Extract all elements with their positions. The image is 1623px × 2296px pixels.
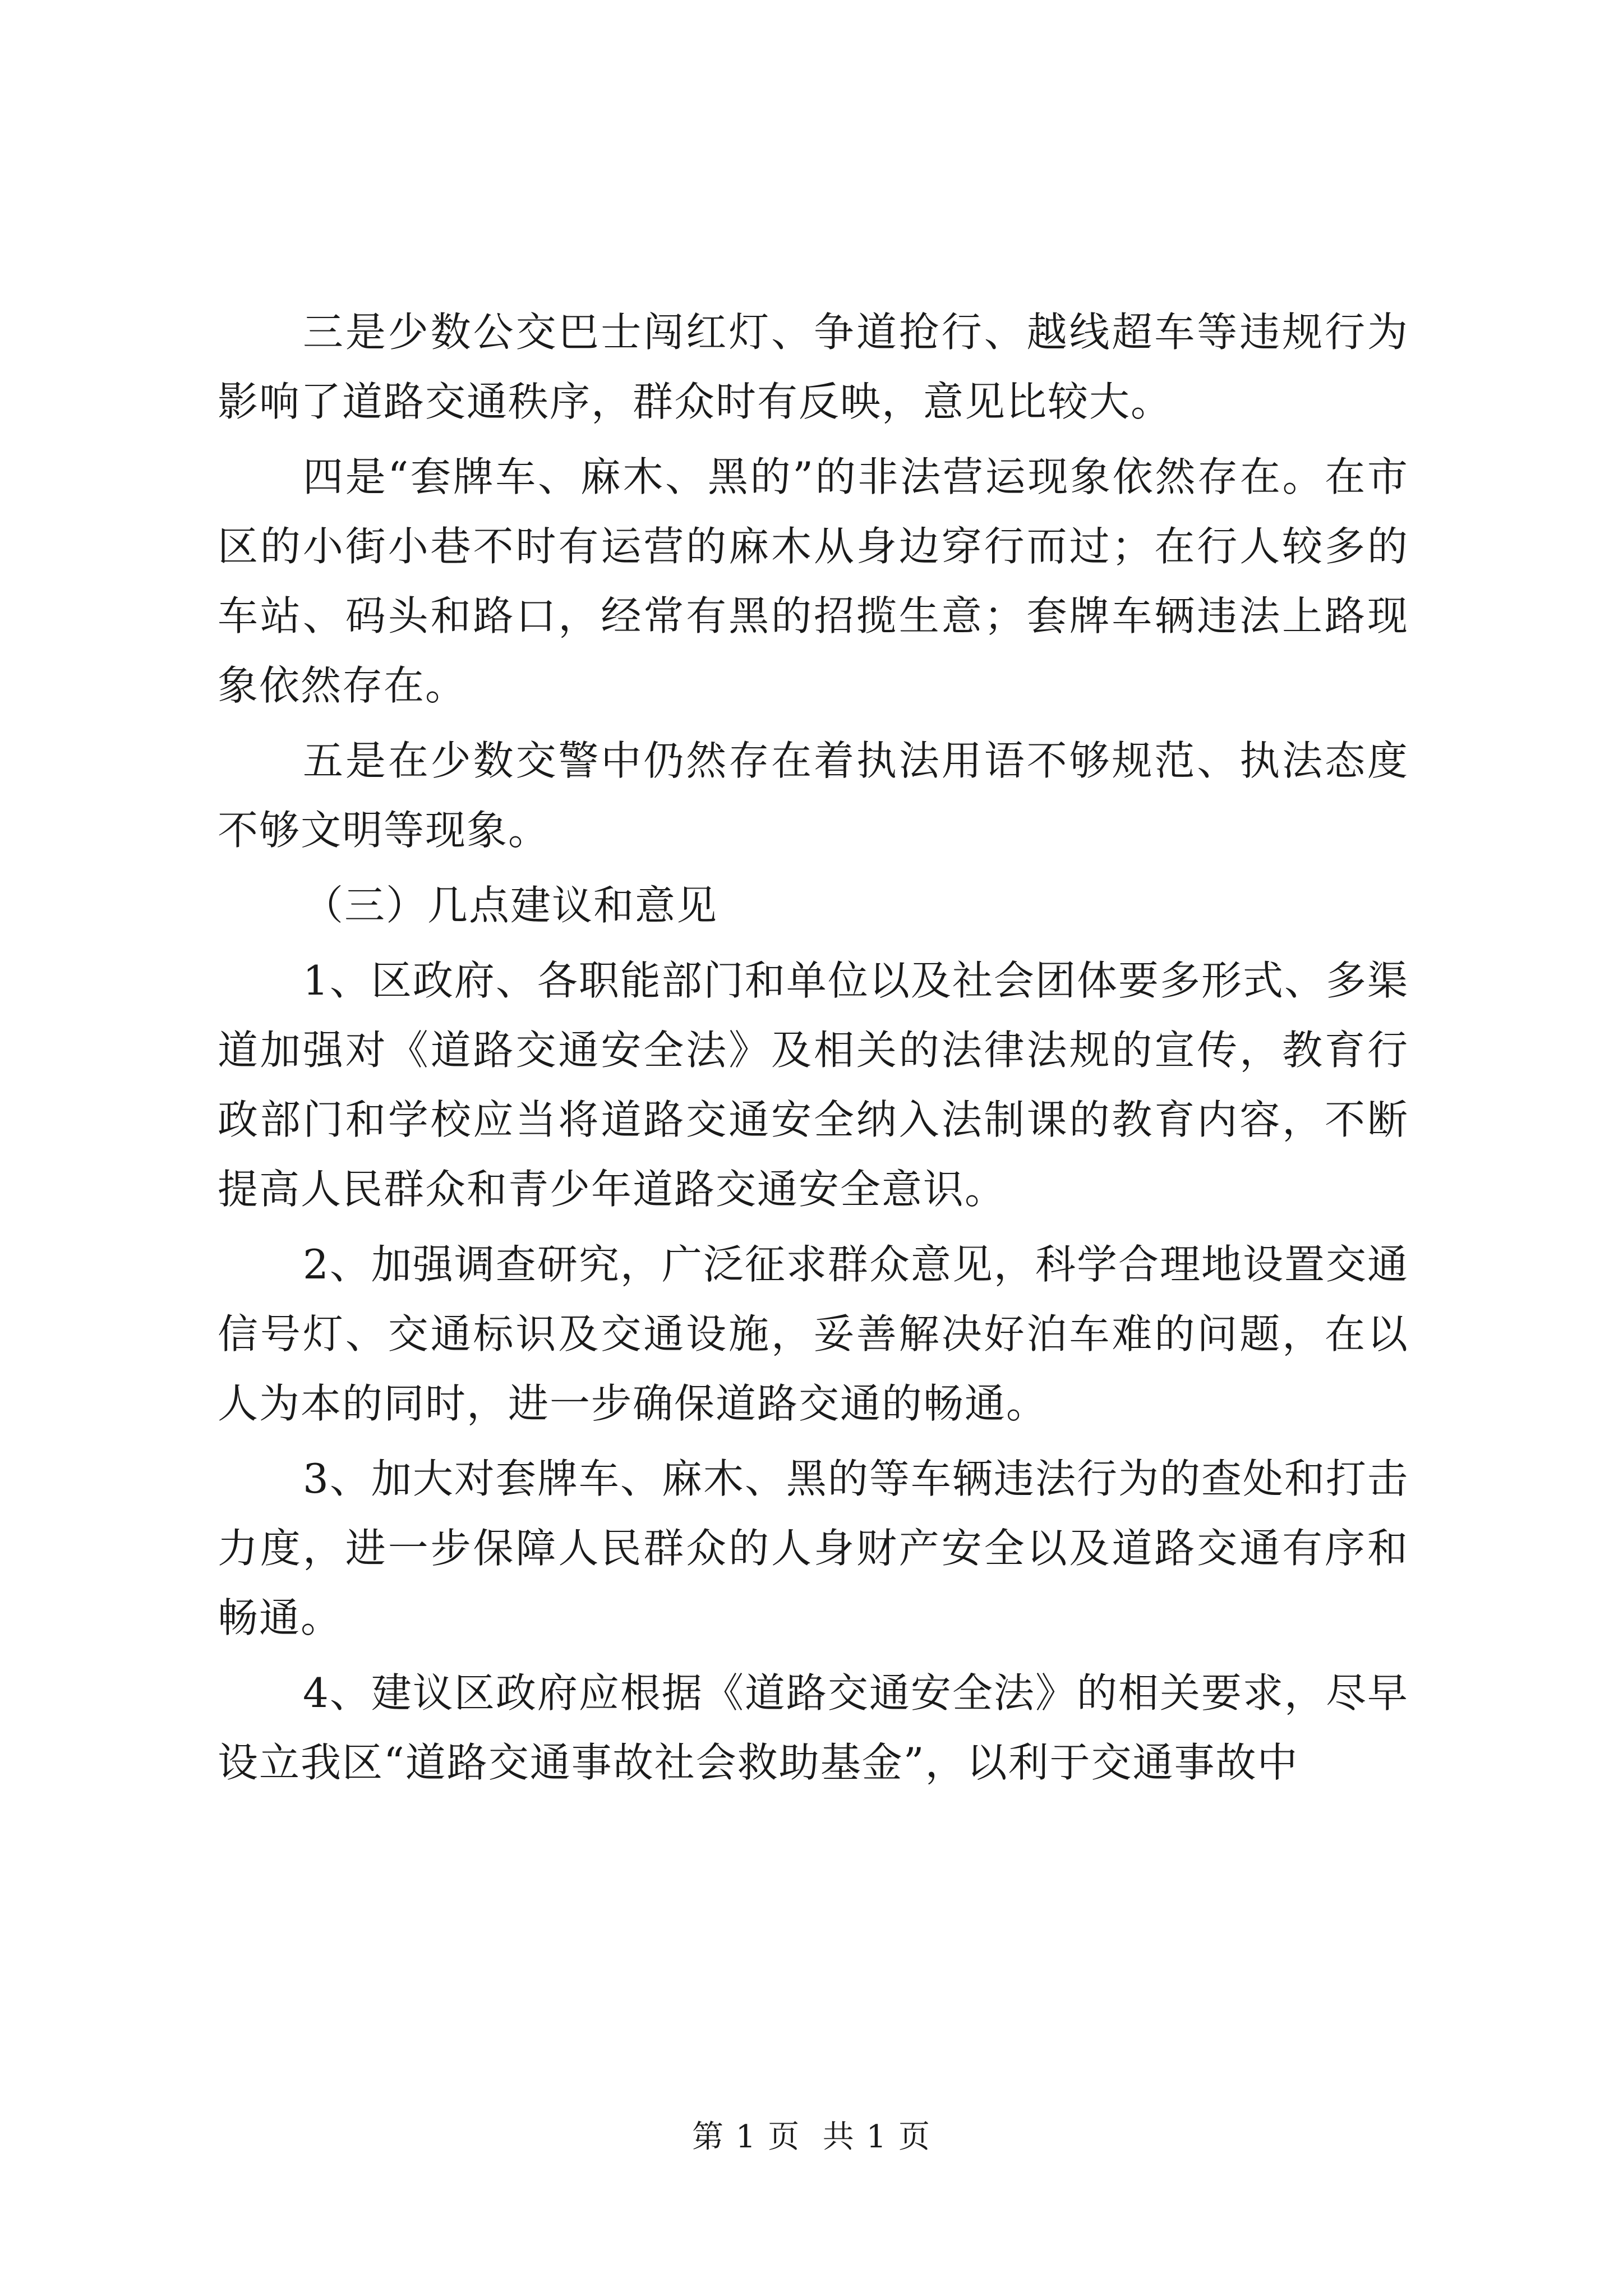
- section-heading-suggestions: （三）几点建议和意见: [303, 882, 718, 929]
- paragraph-issue-four: 四是“套牌车、麻木、黑的”的非法营运现象依然存在。在市区的小街小巷不时有运营的麻木从身边穿行而过；在行人较多的车站、码头和路口，经常有黑的招揽生意；套牌车辆违法上路现象依然存在。: [218, 453, 1409, 709]
- page-footer: 第 1 页 共 1 页: [691, 2119, 932, 2155]
- paragraph-suggestion-4: 4、建议区政府应根据《道路交通安全法》的相关要求，尽早设立我区“道路交通事故社会救助基金”，以利于交通事故中: [218, 1669, 1409, 1786]
- paragraph-suggestion-1: 1、区政府、各职能部门和单位以及社会团体要多形式、多渠道加强对《道路交通安全法》及相关的法律法规的宣传，教育行政部门和学校应当将道路交通安全纳入法制课的教育内容，不断提高人民群众和青少年道路交通安全意识。: [218, 957, 1409, 1213]
- paragraph-suggestion-3: 3、加大对套牌车、麻木、黑的等车辆违法行为的查处和打击力度，进一步保障人民群众的人身财产安全以及道路交通有序和畅通。: [218, 1455, 1409, 1641]
- paragraph-issue-five: 五是在少数交警中仍然存在着执法用语不够规范、执法态度不够文明等现象。: [218, 737, 1409, 854]
- paragraph-issue-three: 三是少数公交巴士闯红灯、争道抢行、越线超车等违规行为影响了道路交通秩序，群众时有反映，意见比较大。: [218, 309, 1409, 425]
- paragraph-suggestion-2: 2、加强调查研究，广泛征求群众意见，科学合理地设置交通信号灯、交通标识及交通设施，妥善解决好泊车难的问题，在以人为本的同时，进一步确保道路交通的畅通。: [218, 1241, 1409, 1427]
- document-body: [218, 297, 1409, 1803]
